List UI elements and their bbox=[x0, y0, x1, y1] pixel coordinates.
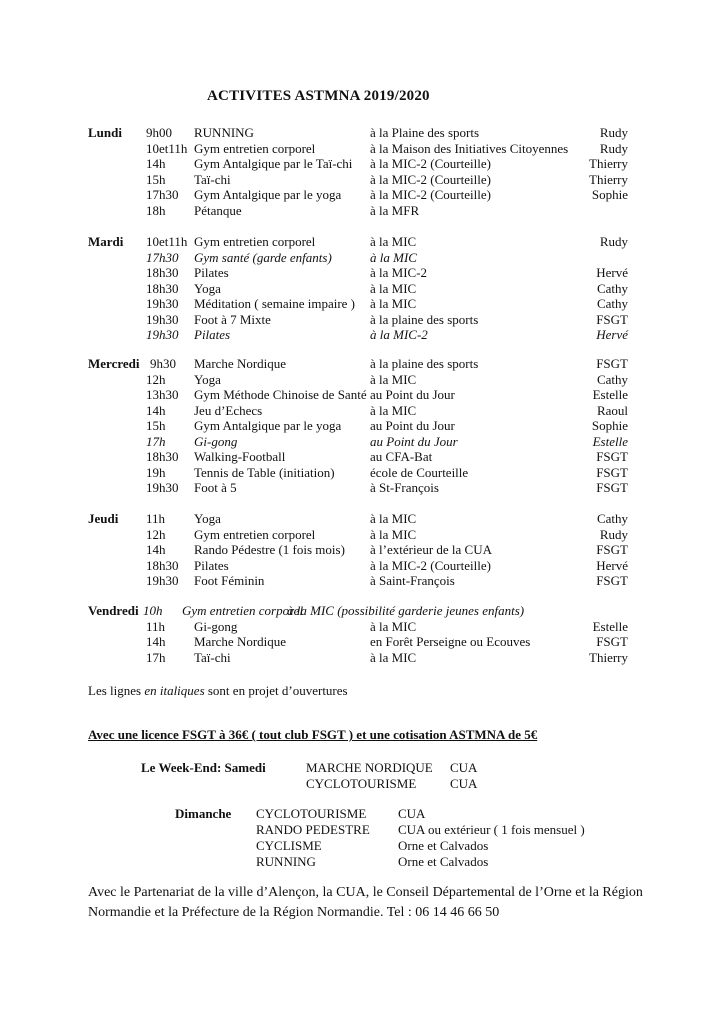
row-leader: FSGT bbox=[596, 449, 628, 464]
row-time: 13h30 bbox=[146, 387, 179, 402]
weekend-sun-place: Orne et Calvados bbox=[398, 838, 489, 853]
row-leader: Hervé bbox=[596, 557, 628, 573]
row-time: 14h bbox=[146, 402, 166, 418]
row-activity: Foot à 7 Mixte bbox=[194, 311, 271, 327]
weekend-saturday-label: Le Week-End: Samedi bbox=[141, 760, 266, 775]
row-place: à l’extérieur de la CUA bbox=[370, 542, 493, 557]
row-time: 17h30 bbox=[146, 187, 179, 202]
row-place: au Point du Jour bbox=[370, 418, 455, 433]
row-time: 18h30 bbox=[146, 265, 179, 280]
row-leader: Estelle bbox=[592, 433, 628, 449]
weekend-sat-activity: MARCHE NORDIQUE bbox=[306, 760, 433, 775]
row-place: à la MIC-2 bbox=[370, 265, 428, 280]
row-leader: FSGT bbox=[596, 464, 628, 480]
row-time: 12h bbox=[146, 371, 166, 387]
row-leader: Estelle bbox=[592, 387, 628, 402]
row-time: 17h bbox=[146, 433, 166, 449]
row-activity: Pilates bbox=[194, 557, 229, 573]
row-place: à la MIC (possibilité garderie jeunes enfants) bbox=[287, 603, 525, 618]
row-time: 15h bbox=[146, 171, 166, 187]
row-leader: Thierry bbox=[589, 649, 628, 665]
row-activity: Jeu d’Echecs bbox=[194, 402, 263, 418]
row-leader: Raoul bbox=[596, 402, 628, 418]
row-time: 19h30 bbox=[146, 573, 179, 588]
row-leader: Rudy bbox=[599, 140, 628, 156]
page-title: ACTIVITES ASTMNA 2019/2020 bbox=[207, 88, 430, 104]
row-time: 18h30 bbox=[146, 280, 179, 296]
row-activity: Méditation ( semaine impaire ) bbox=[194, 296, 356, 311]
weekend-sun-place: Orne et Calvados bbox=[398, 854, 489, 869]
row-activity: Gym entretien corporel bbox=[194, 234, 316, 249]
row-place: à Saint-François bbox=[370, 573, 455, 588]
row-place: à la plaine des sports bbox=[370, 311, 479, 327]
row-activity: Pilates bbox=[194, 327, 231, 342]
row-activity: Gym entretien corporel bbox=[194, 526, 316, 542]
weekend-sun-activity: CYCLISME bbox=[256, 838, 322, 853]
row-place: école de Courteille bbox=[370, 464, 469, 480]
row-place: en Forêt Perseigne ou Ecouves bbox=[370, 634, 531, 649]
footer-partners: Avec le Partenariat de la ville d’Alençon, la CUA, le Conseil Départemental de l’Orne et la Région Normandie et la Préfecture de la Région Normandie. Tel : 06 14 46 66 50 bbox=[88, 885, 643, 920]
row-place: à la MIC-2 bbox=[370, 327, 428, 342]
note-text-before: Les lignes bbox=[88, 683, 145, 698]
row-time: 19h30 bbox=[146, 296, 179, 311]
row-time: 17h30 bbox=[146, 249, 179, 265]
row-activity: Yoga bbox=[194, 511, 221, 526]
row-activity: Gym santé (garde enfants) bbox=[194, 249, 332, 265]
day-label: Lundi bbox=[88, 125, 122, 140]
row-time: 19h30 bbox=[146, 480, 179, 495]
row-activity: Tennis de Table (initiation) bbox=[194, 464, 335, 480]
row-leader: Sophie bbox=[591, 418, 628, 433]
row-leader: FSGT bbox=[596, 573, 628, 588]
row-time: 14h bbox=[146, 634, 166, 649]
row-leader: FSGT bbox=[596, 311, 628, 327]
row-place: à la MFR bbox=[370, 202, 420, 218]
row-activity: Gym entretien corporel bbox=[182, 603, 304, 618]
weekend-sun-activity: CYCLOTOURISME bbox=[256, 806, 367, 821]
row-place: au Point du Jour bbox=[370, 387, 455, 402]
row-leader: Cathy bbox=[596, 296, 628, 311]
row-place: à St-François bbox=[370, 480, 439, 495]
row-leader: Cathy bbox=[596, 511, 628, 526]
row-activity: Gi-gong bbox=[194, 433, 238, 449]
row-time: 14h bbox=[146, 542, 166, 557]
row-activity: Walking-Football bbox=[194, 449, 286, 464]
row-place: à la Plaine des sports bbox=[370, 125, 480, 140]
row-activity: Marche Nordique bbox=[194, 356, 287, 371]
row-time: 15h bbox=[146, 418, 166, 433]
row-place: à la MIC-2 (Courteille) bbox=[370, 156, 491, 171]
weekend-sunday-label: Dimanche bbox=[175, 806, 232, 821]
row-time: 18h30 bbox=[146, 449, 179, 464]
row-activity: Gym Antalgique par le Taï-chi bbox=[194, 156, 353, 171]
weekend-sun-place: CUA ou extérieur ( 1 fois mensuel ) bbox=[398, 822, 585, 837]
row-activity: Pilates bbox=[194, 265, 229, 280]
row-activity: Taï-chi bbox=[194, 171, 231, 187]
row-activity: Yoga bbox=[194, 371, 221, 387]
row-time: 9h30 bbox=[150, 356, 176, 371]
row-place: à la MIC bbox=[370, 618, 417, 634]
row-time: 19h bbox=[146, 464, 166, 480]
row-place: à la MIC-2 (Courteille) bbox=[370, 557, 491, 573]
row-time: 18h30 bbox=[146, 557, 179, 573]
row-place: à la MIC-2 (Courteille) bbox=[370, 187, 491, 202]
row-leader: Cathy bbox=[596, 371, 628, 387]
row-activity: Rando Pédestre (1 fois mois) bbox=[194, 542, 345, 557]
row-time: 12h bbox=[146, 526, 166, 542]
row-place: à la plaine des sports bbox=[370, 356, 479, 371]
row-place: à la MIC bbox=[370, 511, 417, 526]
row-time: 11h bbox=[146, 511, 166, 526]
row-time: 11h bbox=[146, 618, 166, 634]
row-leader: Thierry bbox=[589, 156, 628, 171]
row-activity: Foot à 5 bbox=[194, 480, 237, 495]
row-place: à la MIC-2 (Courteille) bbox=[370, 171, 491, 187]
weekend-sun-place: CUA bbox=[398, 806, 426, 821]
licence-line: Avec une licence FSGT à 36€ ( tout club FSGT ) et une cotisation ASTMNA de 5€ bbox=[88, 727, 538, 742]
row-place: au CFA-Bat bbox=[370, 449, 433, 464]
row-time: 18h bbox=[146, 202, 166, 218]
weekend-sat-activity: CYCLOTOURISME bbox=[306, 776, 417, 791]
row-place: à la MIC bbox=[370, 234, 417, 249]
row-time: 10et11h bbox=[146, 234, 188, 249]
row-time: 10et11h bbox=[146, 140, 188, 156]
day-label: Mercredi bbox=[88, 356, 140, 371]
note-text-after: sont en projet d’ouvertures bbox=[204, 683, 348, 698]
row-leader: Hervé bbox=[596, 265, 628, 280]
row-leader: Rudy bbox=[599, 526, 628, 542]
row-activity: Pétanque bbox=[194, 202, 242, 218]
weekend-sat-place: CUA bbox=[450, 776, 478, 791]
row-leader: FSGT bbox=[596, 480, 628, 495]
row-place: au Point du Jour bbox=[370, 433, 458, 449]
row-activity: Foot Féminin bbox=[194, 573, 265, 588]
row-activity: Taï-chi bbox=[194, 649, 231, 665]
weekend-sat-place: CUA bbox=[450, 760, 478, 775]
italic-note bbox=[88, 683, 348, 698]
row-activity: Gym Antalgique par le yoga bbox=[194, 187, 342, 202]
row-activity: Gym Antalgique par le yoga bbox=[194, 418, 342, 433]
row-activity: Marche Nordique bbox=[194, 634, 287, 649]
row-time: 9h00 bbox=[146, 125, 172, 140]
day-label: Mardi bbox=[88, 234, 124, 249]
row-leader: Estelle bbox=[592, 618, 628, 634]
row-time: 10h bbox=[143, 603, 163, 618]
row-leader: FSGT bbox=[596, 542, 628, 557]
row-place: à la MIC bbox=[370, 649, 417, 665]
row-leader: Rudy bbox=[599, 125, 628, 140]
weekend-sun-activity: RUNNING bbox=[256, 854, 316, 869]
row-leader: FSGT bbox=[596, 634, 628, 649]
row-leader: Rudy bbox=[599, 234, 628, 249]
row-place: à la MIC bbox=[370, 371, 417, 387]
row-leader: Sophie bbox=[591, 187, 628, 202]
weekend-sun-activity: RANDO PEDESTRE bbox=[256, 822, 370, 837]
row-time: 19h30 bbox=[146, 311, 179, 327]
row-time: 19h30 bbox=[146, 327, 179, 342]
row-leader: Hervé bbox=[596, 327, 628, 342]
row-activity: Yoga bbox=[194, 280, 221, 296]
day-label: Jeudi bbox=[88, 511, 119, 526]
row-place: à la MIC bbox=[370, 526, 417, 542]
row-place: à la Maison des Initiatives Citoyennes bbox=[370, 140, 569, 156]
row-time: 14h bbox=[146, 156, 166, 171]
row-activity: Gym entretien corporel bbox=[194, 140, 316, 156]
row-leader: Cathy bbox=[596, 280, 628, 296]
row-activity: Gym Méthode Chinoise de Santé bbox=[194, 387, 367, 402]
row-activity: RUNNING bbox=[194, 125, 254, 140]
row-leader: Thierry bbox=[589, 171, 628, 187]
row-place: à la MIC bbox=[370, 249, 417, 265]
row-place: à la MIC bbox=[370, 280, 417, 296]
row-time: 17h bbox=[146, 649, 166, 665]
day-label: Vendredi bbox=[88, 603, 139, 618]
note-text-italic: en italiques bbox=[144, 683, 205, 698]
row-leader: FSGT bbox=[596, 356, 628, 371]
row-activity: Gi-gong bbox=[194, 618, 238, 634]
row-place: à la MIC bbox=[370, 296, 417, 311]
row-place: à la MIC bbox=[370, 402, 417, 418]
